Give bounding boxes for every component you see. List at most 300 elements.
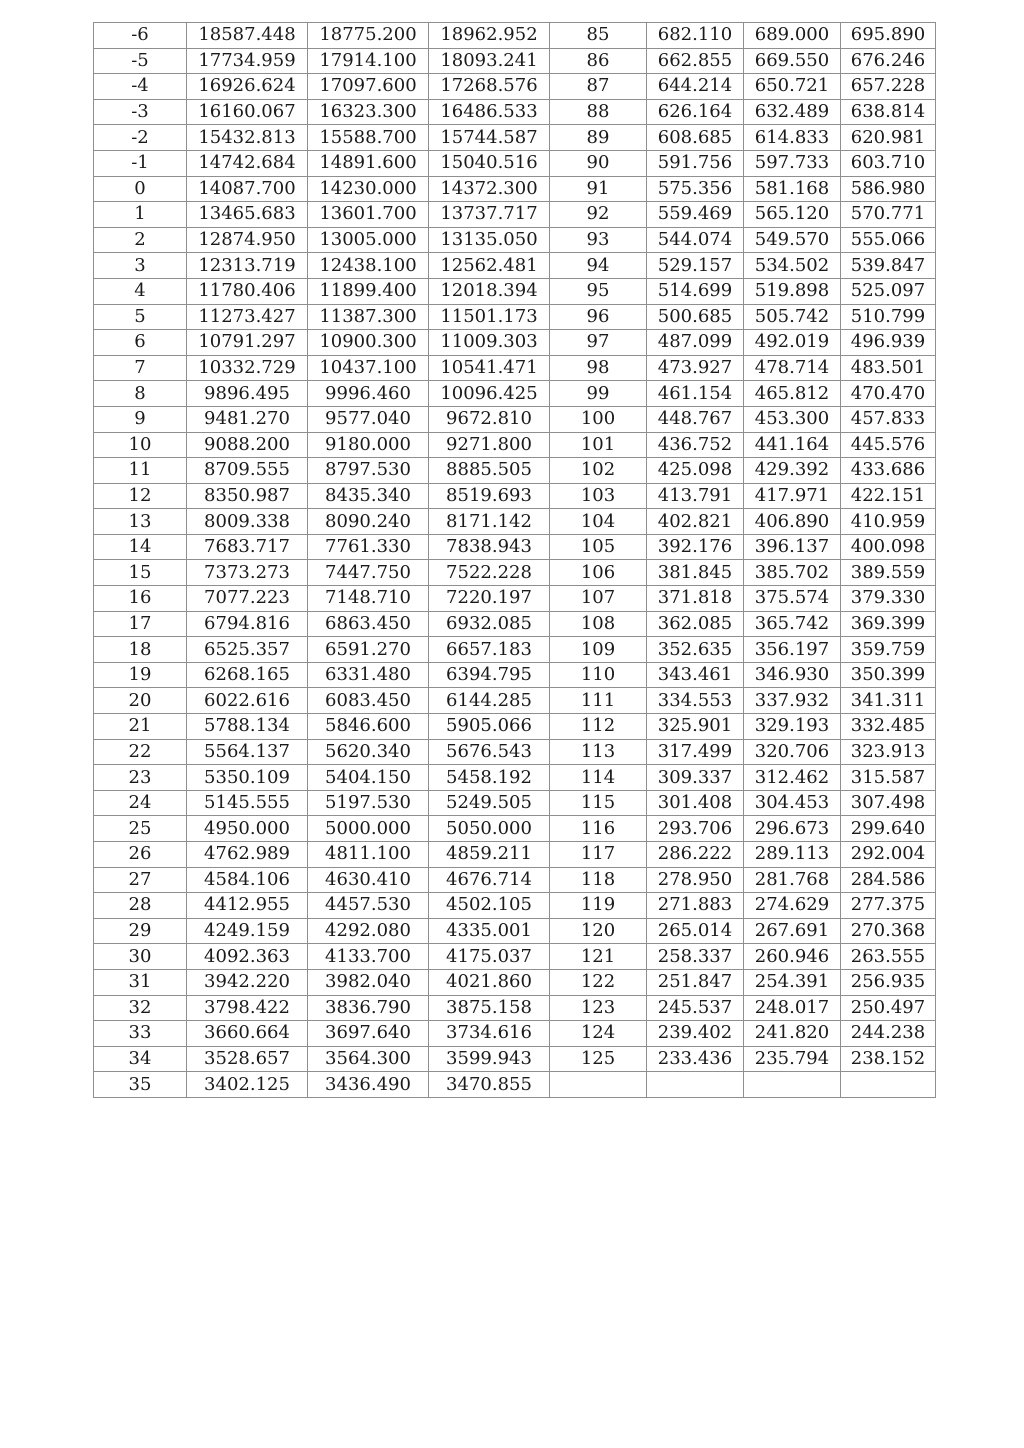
table-row	[94, 790, 936, 816]
right-resistance-min-cell: 278.950	[647, 867, 744, 893]
left-resistance-max-cell: 6657.183	[429, 637, 550, 663]
left-resistance-min-cell: 10791.297	[187, 330, 308, 356]
left-resistance-max-cell: 3599.943	[429, 1046, 550, 1072]
right-resistance-nominal-cell: 396.137	[744, 534, 841, 560]
right-resistance-min-cell: 425.098	[647, 458, 744, 484]
right-temperature-cell: 102	[550, 458, 647, 484]
left-resistance-max-cell: 16486.533	[429, 99, 550, 125]
right-resistance-min-cell: 591.756	[647, 150, 744, 176]
table-row	[94, 125, 936, 151]
right-temperature-cell: 119	[550, 893, 647, 919]
left-resistance-nominal-cell: 3836.790	[308, 995, 429, 1021]
right-resistance-max-cell: 270.368	[841, 918, 936, 944]
left-resistance-min-cell: 15432.813	[187, 125, 308, 151]
right-resistance-min-cell: 381.845	[647, 560, 744, 586]
left-resistance-nominal-cell: 17914.100	[308, 48, 429, 74]
left-resistance-max-cell: 8519.693	[429, 483, 550, 509]
table-row	[94, 560, 936, 586]
left-temperature-cell: 19	[94, 662, 187, 688]
left-resistance-min-cell: 13465.683	[187, 202, 308, 228]
right-resistance-max-cell: 570.771	[841, 202, 936, 228]
left-resistance-max-cell: 3875.158	[429, 995, 550, 1021]
table-row	[94, 662, 936, 688]
right-resistance-min-cell: 402.821	[647, 509, 744, 535]
right-resistance-min-cell: 352.635	[647, 637, 744, 663]
right-temperature-cell: 125	[550, 1046, 647, 1072]
table-row	[94, 23, 936, 49]
right-resistance-nominal-cell: 304.453	[744, 790, 841, 816]
right-temperature-cell: 93	[550, 227, 647, 253]
right-resistance-nominal-cell: 519.898	[744, 278, 841, 304]
table-row	[94, 714, 936, 740]
left-resistance-min-cell: 4584.106	[187, 867, 308, 893]
right-resistance-min-cell: 448.767	[647, 406, 744, 432]
resistance-temperature-table	[93, 22, 936, 1098]
left-resistance-nominal-cell: 13601.700	[308, 202, 429, 228]
left-resistance-min-cell: 7683.717	[187, 534, 308, 560]
right-resistance-max-cell: 657.228	[841, 74, 936, 100]
right-resistance-max-cell: 445.576	[841, 432, 936, 458]
left-temperature-cell: 24	[94, 790, 187, 816]
left-resistance-min-cell: 3528.657	[187, 1046, 308, 1072]
right-temperature-cell: 118	[550, 867, 647, 893]
right-resistance-max-cell: 369.399	[841, 611, 936, 637]
left-resistance-min-cell: 5788.134	[187, 714, 308, 740]
left-resistance-nominal-cell: 7761.330	[308, 534, 429, 560]
left-resistance-min-cell: 11273.427	[187, 304, 308, 330]
left-resistance-nominal-cell: 5620.340	[308, 739, 429, 765]
right-resistance-nominal-cell: 385.702	[744, 560, 841, 586]
left-resistance-nominal-cell: 16323.300	[308, 99, 429, 125]
left-resistance-nominal-cell: 8435.340	[308, 483, 429, 509]
left-resistance-min-cell: 7077.223	[187, 586, 308, 612]
left-resistance-max-cell: 13737.717	[429, 202, 550, 228]
table-row	[94, 304, 936, 330]
left-resistance-nominal-cell: 4133.700	[308, 944, 429, 970]
table-row	[94, 99, 936, 125]
right-temperature-cell: 99	[550, 381, 647, 407]
left-resistance-max-cell: 10541.471	[429, 355, 550, 381]
left-temperature-cell: -5	[94, 48, 187, 74]
right-temperature-cell: 123	[550, 995, 647, 1021]
right-resistance-max-cell: 483.501	[841, 355, 936, 381]
right-resistance-nominal-cell: 406.890	[744, 509, 841, 535]
right-resistance-max-cell: 277.375	[841, 893, 936, 919]
table-row	[94, 253, 936, 279]
right-temperature-cell: 114	[550, 765, 647, 791]
right-resistance-nominal-cell: 296.673	[744, 816, 841, 842]
table-row	[94, 48, 936, 74]
right-resistance-nominal-cell: 235.794	[744, 1046, 841, 1072]
right-resistance-min-cell	[647, 1072, 744, 1098]
left-resistance-nominal-cell: 9577.040	[308, 406, 429, 432]
table-row	[94, 176, 936, 202]
table-row	[94, 969, 936, 995]
right-resistance-max-cell: 244.238	[841, 1021, 936, 1047]
right-resistance-max-cell: 400.098	[841, 534, 936, 560]
left-resistance-nominal-cell: 6331.480	[308, 662, 429, 688]
left-resistance-min-cell: 4412.955	[187, 893, 308, 919]
left-temperature-cell: 15	[94, 560, 187, 586]
left-resistance-max-cell: 11501.173	[429, 304, 550, 330]
right-temperature-cell: 120	[550, 918, 647, 944]
left-resistance-max-cell: 15744.587	[429, 125, 550, 151]
right-temperature-cell: 108	[550, 611, 647, 637]
right-resistance-max-cell: 555.066	[841, 227, 936, 253]
left-resistance-min-cell: 3660.664	[187, 1021, 308, 1047]
left-resistance-max-cell: 4175.037	[429, 944, 550, 970]
right-resistance-max-cell: 586.980	[841, 176, 936, 202]
left-resistance-nominal-cell: 18775.200	[308, 23, 429, 49]
left-resistance-max-cell: 14372.300	[429, 176, 550, 202]
right-temperature-cell: 106	[550, 560, 647, 586]
right-temperature-cell: 91	[550, 176, 647, 202]
left-resistance-min-cell: 6022.616	[187, 688, 308, 714]
right-resistance-min-cell: 309.337	[647, 765, 744, 791]
left-resistance-nominal-cell: 11387.300	[308, 304, 429, 330]
right-temperature-cell: 110	[550, 662, 647, 688]
left-resistance-nominal-cell: 6591.270	[308, 637, 429, 663]
right-resistance-nominal-cell: 465.812	[744, 381, 841, 407]
right-resistance-nominal-cell: 441.164	[744, 432, 841, 458]
table-row	[94, 1046, 936, 1072]
left-resistance-nominal-cell: 5000.000	[308, 816, 429, 842]
left-resistance-nominal-cell: 4630.410	[308, 867, 429, 893]
left-temperature-cell: 14	[94, 534, 187, 560]
right-resistance-nominal-cell: 669.550	[744, 48, 841, 74]
left-temperature-cell: -2	[94, 125, 187, 151]
right-temperature-cell: 109	[550, 637, 647, 663]
table-body	[94, 23, 936, 1098]
right-resistance-max-cell: 238.152	[841, 1046, 936, 1072]
right-resistance-nominal-cell: 650.721	[744, 74, 841, 100]
right-temperature-cell: 90	[550, 150, 647, 176]
left-resistance-max-cell: 6144.285	[429, 688, 550, 714]
table-row	[94, 227, 936, 253]
left-resistance-max-cell: 3734.616	[429, 1021, 550, 1047]
right-resistance-nominal-cell: 281.768	[744, 867, 841, 893]
left-resistance-min-cell: 3402.125	[187, 1072, 308, 1098]
left-temperature-cell: 6	[94, 330, 187, 356]
right-resistance-nominal-cell: 375.574	[744, 586, 841, 612]
table-row	[94, 1021, 936, 1047]
left-resistance-max-cell: 11009.303	[429, 330, 550, 356]
left-resistance-max-cell: 3470.855	[429, 1072, 550, 1098]
left-resistance-min-cell: 4762.989	[187, 842, 308, 868]
left-temperature-cell: 1	[94, 202, 187, 228]
right-resistance-max-cell: 410.959	[841, 509, 936, 535]
left-temperature-cell: 22	[94, 739, 187, 765]
table-row	[94, 611, 936, 637]
table-row	[94, 509, 936, 535]
right-resistance-max-cell: 359.759	[841, 637, 936, 663]
right-resistance-min-cell: 392.176	[647, 534, 744, 560]
left-resistance-min-cell: 8350.987	[187, 483, 308, 509]
left-temperature-cell: 28	[94, 893, 187, 919]
right-resistance-min-cell: 301.408	[647, 790, 744, 816]
table-row	[94, 483, 936, 509]
left-temperature-cell: 26	[94, 842, 187, 868]
left-resistance-max-cell: 8885.505	[429, 458, 550, 484]
left-resistance-nominal-cell: 7148.710	[308, 586, 429, 612]
right-temperature-cell	[550, 1072, 647, 1098]
left-resistance-min-cell: 4950.000	[187, 816, 308, 842]
left-resistance-nominal-cell: 7447.750	[308, 560, 429, 586]
left-resistance-nominal-cell: 13005.000	[308, 227, 429, 253]
left-resistance-min-cell: 16926.624	[187, 74, 308, 100]
right-resistance-max-cell: 284.586	[841, 867, 936, 893]
left-resistance-nominal-cell: 4457.530	[308, 893, 429, 919]
left-resistance-min-cell: 12874.950	[187, 227, 308, 253]
right-resistance-min-cell: 258.337	[647, 944, 744, 970]
left-temperature-cell: -3	[94, 99, 187, 125]
left-resistance-max-cell: 6394.795	[429, 662, 550, 688]
right-temperature-cell: 101	[550, 432, 647, 458]
right-resistance-nominal-cell: 632.489	[744, 99, 841, 125]
right-temperature-cell: 124	[550, 1021, 647, 1047]
right-resistance-nominal-cell: 597.733	[744, 150, 841, 176]
right-temperature-cell: 112	[550, 714, 647, 740]
table-row	[94, 918, 936, 944]
right-resistance-min-cell: 325.901	[647, 714, 744, 740]
right-resistance-nominal-cell: 492.019	[744, 330, 841, 356]
right-resistance-max-cell: 510.799	[841, 304, 936, 330]
left-resistance-min-cell: 5350.109	[187, 765, 308, 791]
right-resistance-max-cell: 332.485	[841, 714, 936, 740]
right-resistance-min-cell: 608.685	[647, 125, 744, 151]
left-resistance-nominal-cell: 4292.080	[308, 918, 429, 944]
right-resistance-min-cell: 626.164	[647, 99, 744, 125]
left-temperature-cell: 0	[94, 176, 187, 202]
left-resistance-max-cell: 5050.000	[429, 816, 550, 842]
left-temperature-cell: 31	[94, 969, 187, 995]
left-temperature-cell: 29	[94, 918, 187, 944]
left-resistance-nominal-cell: 11899.400	[308, 278, 429, 304]
right-resistance-min-cell: 473.927	[647, 355, 744, 381]
left-resistance-max-cell: 18962.952	[429, 23, 550, 49]
right-resistance-min-cell: 343.461	[647, 662, 744, 688]
left-resistance-min-cell: 9481.270	[187, 406, 308, 432]
left-temperature-cell: 2	[94, 227, 187, 253]
right-resistance-min-cell: 334.553	[647, 688, 744, 714]
left-resistance-nominal-cell: 10900.300	[308, 330, 429, 356]
left-resistance-min-cell: 6268.165	[187, 662, 308, 688]
table-row	[94, 330, 936, 356]
left-temperature-cell: 20	[94, 688, 187, 714]
left-resistance-max-cell: 5458.192	[429, 765, 550, 791]
right-resistance-nominal-cell: 312.462	[744, 765, 841, 791]
left-temperature-cell: 4	[94, 278, 187, 304]
left-temperature-cell: 21	[94, 714, 187, 740]
right-resistance-min-cell: 265.014	[647, 918, 744, 944]
left-resistance-max-cell: 5676.543	[429, 739, 550, 765]
left-resistance-max-cell: 13135.050	[429, 227, 550, 253]
right-resistance-max-cell: 433.686	[841, 458, 936, 484]
left-resistance-nominal-cell: 5404.150	[308, 765, 429, 791]
left-temperature-cell: 8	[94, 381, 187, 407]
right-temperature-cell: 98	[550, 355, 647, 381]
table-row	[94, 688, 936, 714]
table-row	[94, 458, 936, 484]
left-temperature-cell: 7	[94, 355, 187, 381]
left-resistance-max-cell: 4021.860	[429, 969, 550, 995]
table-row	[94, 586, 936, 612]
right-resistance-nominal-cell: 429.392	[744, 458, 841, 484]
right-temperature-cell: 85	[550, 23, 647, 49]
right-resistance-nominal-cell: 248.017	[744, 995, 841, 1021]
left-resistance-max-cell: 8171.142	[429, 509, 550, 535]
right-temperature-cell: 92	[550, 202, 647, 228]
right-temperature-cell: 104	[550, 509, 647, 535]
right-resistance-max-cell: 389.559	[841, 560, 936, 586]
left-resistance-max-cell: 9672.810	[429, 406, 550, 432]
left-resistance-min-cell: 11780.406	[187, 278, 308, 304]
right-resistance-min-cell: 487.099	[647, 330, 744, 356]
table-row	[94, 893, 936, 919]
left-resistance-min-cell: 14742.684	[187, 150, 308, 176]
table-row	[94, 406, 936, 432]
right-resistance-nominal-cell: 689.000	[744, 23, 841, 49]
left-temperature-cell: 12	[94, 483, 187, 509]
left-resistance-min-cell: 4092.363	[187, 944, 308, 970]
right-resistance-nominal-cell: 267.691	[744, 918, 841, 944]
right-resistance-nominal-cell: 549.570	[744, 227, 841, 253]
table-row	[94, 355, 936, 381]
right-resistance-min-cell: 682.110	[647, 23, 744, 49]
left-resistance-max-cell: 15040.516	[429, 150, 550, 176]
left-resistance-min-cell: 8009.338	[187, 509, 308, 535]
left-resistance-max-cell: 12018.394	[429, 278, 550, 304]
right-resistance-max-cell: 350.399	[841, 662, 936, 688]
right-temperature-cell: 94	[550, 253, 647, 279]
table-row	[94, 944, 936, 970]
table-row	[94, 816, 936, 842]
right-temperature-cell: 96	[550, 304, 647, 330]
left-temperature-cell: 30	[94, 944, 187, 970]
left-resistance-max-cell: 7220.197	[429, 586, 550, 612]
right-resistance-max-cell	[841, 1072, 936, 1098]
left-temperature-cell: 11	[94, 458, 187, 484]
table-row	[94, 842, 936, 868]
right-temperature-cell: 95	[550, 278, 647, 304]
right-temperature-cell: 88	[550, 99, 647, 125]
right-resistance-nominal-cell: 320.706	[744, 739, 841, 765]
left-temperature-cell: -1	[94, 150, 187, 176]
table-row	[94, 995, 936, 1021]
right-resistance-nominal-cell: 254.391	[744, 969, 841, 995]
left-temperature-cell: 35	[94, 1072, 187, 1098]
right-resistance-nominal-cell: 614.833	[744, 125, 841, 151]
table-row	[94, 278, 936, 304]
right-resistance-nominal-cell: 346.930	[744, 662, 841, 688]
left-resistance-min-cell: 3798.422	[187, 995, 308, 1021]
right-resistance-max-cell: 323.913	[841, 739, 936, 765]
right-resistance-nominal-cell: 241.820	[744, 1021, 841, 1047]
right-resistance-nominal-cell: 365.742	[744, 611, 841, 637]
table-row	[94, 867, 936, 893]
left-temperature-cell: -4	[94, 74, 187, 100]
right-resistance-min-cell: 251.847	[647, 969, 744, 995]
right-temperature-cell: 117	[550, 842, 647, 868]
right-resistance-max-cell: 256.935	[841, 969, 936, 995]
right-temperature-cell: 121	[550, 944, 647, 970]
right-resistance-max-cell: 470.470	[841, 381, 936, 407]
right-resistance-max-cell: 695.890	[841, 23, 936, 49]
left-resistance-max-cell: 4859.211	[429, 842, 550, 868]
right-resistance-min-cell: 286.222	[647, 842, 744, 868]
left-resistance-nominal-cell: 4811.100	[308, 842, 429, 868]
left-temperature-cell: 9	[94, 406, 187, 432]
table-row	[94, 534, 936, 560]
left-temperature-cell: 13	[94, 509, 187, 535]
left-resistance-nominal-cell: 3436.490	[308, 1072, 429, 1098]
right-resistance-nominal-cell: 565.120	[744, 202, 841, 228]
right-temperature-cell: 111	[550, 688, 647, 714]
left-resistance-max-cell: 4502.105	[429, 893, 550, 919]
right-temperature-cell: 122	[550, 969, 647, 995]
right-temperature-cell: 103	[550, 483, 647, 509]
left-resistance-min-cell: 18587.448	[187, 23, 308, 49]
left-resistance-min-cell: 8709.555	[187, 458, 308, 484]
right-resistance-nominal-cell: 337.932	[744, 688, 841, 714]
left-resistance-nominal-cell: 3564.300	[308, 1046, 429, 1072]
left-resistance-nominal-cell: 14891.600	[308, 150, 429, 176]
right-temperature-cell: 116	[550, 816, 647, 842]
right-temperature-cell: 105	[550, 534, 647, 560]
left-resistance-nominal-cell: 12438.100	[308, 253, 429, 279]
left-resistance-nominal-cell: 10437.100	[308, 355, 429, 381]
right-resistance-min-cell: 529.157	[647, 253, 744, 279]
left-resistance-nominal-cell: 8090.240	[308, 509, 429, 535]
right-resistance-min-cell: 233.436	[647, 1046, 744, 1072]
left-temperature-cell: 33	[94, 1021, 187, 1047]
left-resistance-min-cell: 6794.816	[187, 611, 308, 637]
left-temperature-cell: 16	[94, 586, 187, 612]
left-resistance-nominal-cell: 3982.040	[308, 969, 429, 995]
left-resistance-nominal-cell: 17097.600	[308, 74, 429, 100]
left-resistance-min-cell: 17734.959	[187, 48, 308, 74]
left-resistance-max-cell: 4335.001	[429, 918, 550, 944]
right-resistance-nominal-cell: 478.714	[744, 355, 841, 381]
right-resistance-nominal-cell	[744, 1072, 841, 1098]
right-resistance-max-cell: 496.939	[841, 330, 936, 356]
left-resistance-nominal-cell: 5846.600	[308, 714, 429, 740]
right-resistance-min-cell: 500.685	[647, 304, 744, 330]
left-resistance-min-cell: 12313.719	[187, 253, 308, 279]
table-row	[94, 202, 936, 228]
right-resistance-min-cell: 662.855	[647, 48, 744, 74]
left-resistance-max-cell: 17268.576	[429, 74, 550, 100]
right-resistance-min-cell: 271.883	[647, 893, 744, 919]
left-resistance-max-cell: 5249.505	[429, 790, 550, 816]
right-resistance-max-cell: 292.004	[841, 842, 936, 868]
left-resistance-nominal-cell: 6863.450	[308, 611, 429, 637]
right-resistance-max-cell: 539.847	[841, 253, 936, 279]
right-resistance-max-cell: 422.151	[841, 483, 936, 509]
left-resistance-nominal-cell: 9180.000	[308, 432, 429, 458]
left-temperature-cell: 27	[94, 867, 187, 893]
left-resistance-min-cell: 9088.200	[187, 432, 308, 458]
right-resistance-nominal-cell: 505.742	[744, 304, 841, 330]
right-resistance-nominal-cell: 417.971	[744, 483, 841, 509]
table-row	[94, 637, 936, 663]
right-resistance-max-cell: 341.311	[841, 688, 936, 714]
right-resistance-min-cell: 293.706	[647, 816, 744, 842]
table-row	[94, 381, 936, 407]
left-resistance-nominal-cell: 14230.000	[308, 176, 429, 202]
right-temperature-cell: 89	[550, 125, 647, 151]
right-resistance-max-cell: 307.498	[841, 790, 936, 816]
